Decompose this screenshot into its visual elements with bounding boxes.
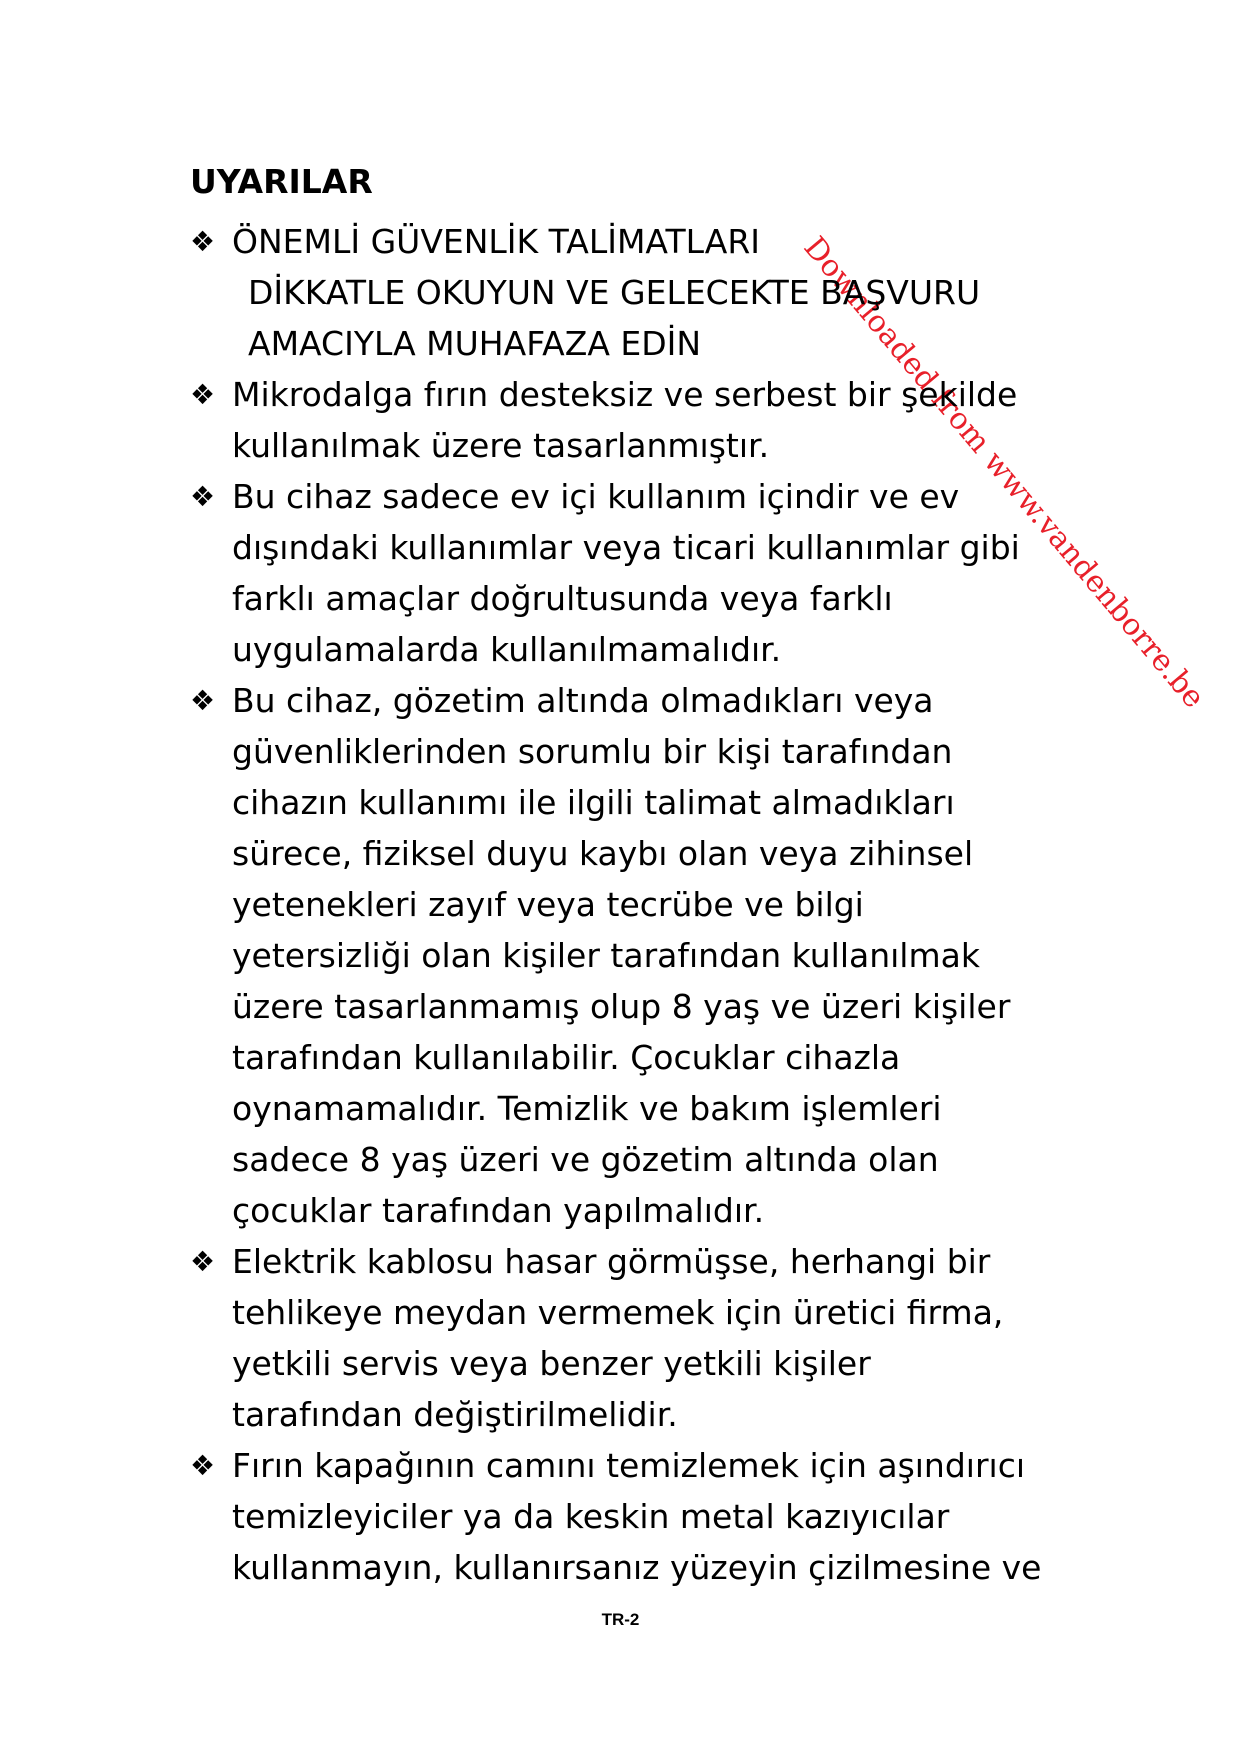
diamond-bullet-icon: ❖ <box>190 378 216 411</box>
list-item-line: kullanmayın, kullanırsanız yüzeyin çizilmesine ve <box>232 1548 1042 1587</box>
list-item <box>190 369 1090 471</box>
diamond-bullet-icon: ❖ <box>190 480 216 513</box>
list-item <box>190 216 1090 369</box>
list-item-line: tarafından kullanılabilir. Çocuklar cihazla <box>232 1038 901 1077</box>
diamond-bullet-icon: ❖ <box>190 1245 216 1278</box>
diamond-bullet-icon: ❖ <box>190 1449 216 1482</box>
list-item-line: Bu cihaz, gözetim altında olmadıkları veya <box>232 681 934 720</box>
list-item-line: yetkili servis veya benzer yetkili kişiler <box>232 1344 871 1383</box>
section-title: UYARILAR <box>190 162 373 201</box>
warnings-list <box>190 216 1090 1593</box>
list-item-line: yetenekleri zayıf veya tecrübe ve bilgi <box>232 885 864 924</box>
download-watermark: Downloaded from www.vandenborre.be <box>796 230 1212 716</box>
list-item-line: yetersizliği olan kişiler tarafından kullanılmak <box>232 936 980 975</box>
list-item-line: tarafından değiştirilmelidir. <box>232 1395 678 1434</box>
list-item-line: ÖNEMLİ GÜVENLİK TALİMATLARI <box>232 222 760 261</box>
list-item-line: sadece 8 yaş üzeri ve gözetim altında olan <box>232 1140 939 1179</box>
diamond-bullet-icon: ❖ <box>190 225 216 258</box>
list-item-line: farklı amaçlar doğrultusunda veya farklı <box>232 579 893 618</box>
list-item-line: çocuklar tarafından yapılmalıdır. <box>232 1191 765 1230</box>
list-item-line: sürece, fiziksel duyu kaybı olan veya zihinsel <box>232 834 974 873</box>
list-item-line: Elektrik kablosu hasar görmüşse, herhangi bir <box>232 1242 991 1281</box>
list-item <box>190 1236 1090 1440</box>
list-item <box>190 675 1090 1236</box>
list-item <box>190 471 1090 675</box>
list-item-line: kullanılmak üzere tasarlanmıştır. <box>232 426 770 465</box>
page-number: TR-2 <box>601 1610 640 1629</box>
list-item <box>190 1440 1090 1593</box>
list-item-line: Fırın kapağının camını temizlemek için aşındırıcı <box>232 1446 1026 1485</box>
list-item-line: temizleyiciler ya da keskin metal kazıyıcılar <box>232 1497 950 1536</box>
list-item-line: Bu cihaz sadece ev içi kullanım içindir ve ev <box>232 477 960 516</box>
list-item-line: güvenliklerinden sorumlu bir kişi tarafından <box>232 732 953 771</box>
list-item-line: Mikrodalga fırın desteksiz ve serbest bir şekilde <box>232 375 1018 414</box>
list-item-line: uygulamalarda kullanılmamalıdır. <box>232 630 782 669</box>
list-item-line: oynamamalıdır. Temizlik ve bakım işlemleri <box>232 1089 942 1128</box>
list-item-line: tehlikeye meydan vermemek için üretici firma, <box>232 1293 1004 1332</box>
list-item-line: dışındaki kullanımlar veya ticari kullanımlar gibi <box>232 528 1020 567</box>
list-item-line: cihazın kullanımı ile ilgili talimat almadıkları <box>232 783 955 822</box>
list-item-line: AMACIYLA MUHAFAZA EDİN <box>248 324 702 363</box>
list-item-line: üzere tasarlanmamış olup 8 yaş ve üzeri kişiler <box>232 987 1011 1026</box>
list-item-line: DİKKATLE OKUYUN VE GELECEKTE BAŞVURU <box>248 273 981 312</box>
diamond-bullet-icon: ❖ <box>190 684 216 717</box>
